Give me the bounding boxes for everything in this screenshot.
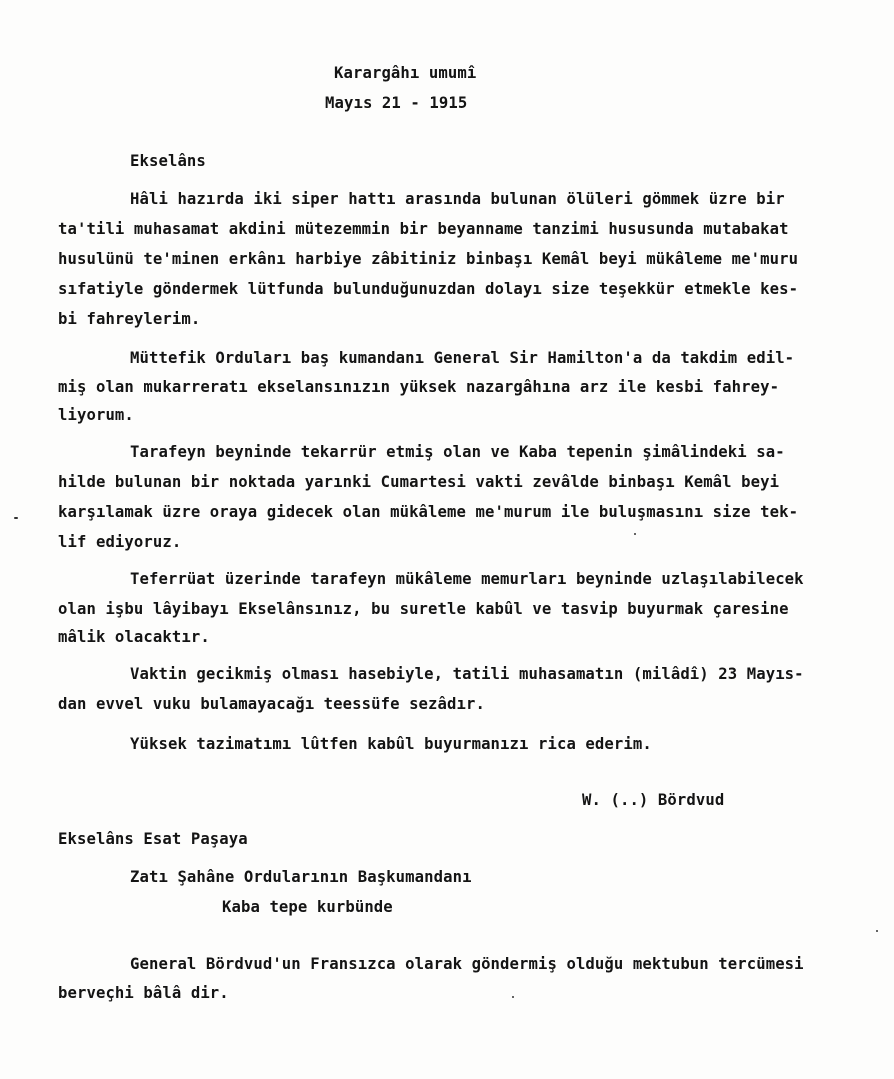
body-line: Müttefik Orduları baş kumandanı General Sir Hamilton'a da takdim edil- — [130, 349, 795, 367]
body-line: lif ediyoruz. — [58, 533, 182, 551]
scan-speck — [876, 930, 878, 932]
body-line: dan evvel vuku bulamayacağı teessüfe sezâdır. — [58, 695, 485, 713]
addressee-location: Kaba tepe kurbünde — [222, 898, 393, 916]
addressee-name: Ekselâns Esat Paşaya — [58, 830, 248, 848]
scan-speck — [512, 996, 514, 998]
body-line: miş olan mukarreratı ekselansınızın yüksek nazargâhına arz ile kesbi fahrey- — [58, 378, 780, 396]
signature: W. (..) Bördvud — [582, 791, 725, 809]
body-line: sıfatiyle göndermek lütfunda bulunduğunuzdan dolayı size teşekkür etmekle kes- — [58, 280, 799, 298]
body-line: husulünü te'minen erkânı harbiye zâbitiniz binbaşı Kemâl beyi mükâleme me'muru — [58, 250, 799, 268]
salutation: Ekselâns — [130, 152, 206, 170]
addressee-title: Zatı Şahâne Ordularının Başkumandanı — [130, 868, 472, 886]
body-line: olan işbu lâyibayı Ekselânsınız, bu suretle kabûl ve tasvip buyurmak çaresine — [58, 600, 789, 618]
body-line: bi fahreylerim. — [58, 310, 201, 328]
body-line: Tarafeyn beyninde tekarrür etmiş olan ve Kaba tepenin şimâlindeki sa- — [130, 443, 785, 461]
scan-speck — [14, 517, 18, 519]
body-line: hilde bulunan bir noktada yarınki Cumartesi vakti zevâlde binbaşı Kemâl beyi — [58, 473, 780, 491]
translation-note-line: General Bördvud'un Fransızca olarak göndermiş olduğu mektubun tercümesi — [130, 955, 804, 973]
body-line: Vaktin gecikmiş olması hasebiyle, tatili muhasamatın (milâdî) 23 Mayıs- — [130, 665, 804, 683]
body-line: liyorum. — [58, 406, 134, 424]
body-line: mâlik olacaktır. — [58, 628, 210, 646]
body-line: Teferrüat üzerinde tarafeyn mükâleme memurları beyninde uzlaşılabilecek — [130, 570, 804, 588]
closing-line: Yüksek tazimatımı lûtfen kabûl buyurmanızı rica ederim. — [130, 735, 652, 753]
translation-note-line: berveçhi bâlâ dir. — [58, 984, 229, 1002]
body-line: karşılamak üzre oraya gidecek olan mükâleme me'murum ile buluşmasını size tek- — [58, 503, 799, 521]
header-date: Mayıs 21 - 1915 — [325, 94, 468, 112]
body-line: ta'tili muhasamat akdini mütezemmin bir beyanname tanzimi hususunda mutabakat — [58, 220, 789, 238]
body-line: Hâli hazırda iki siper hattı arasında bulunan ölüleri gömmek üzre bir — [130, 190, 785, 208]
header-place: Karargâhı umumî — [334, 64, 477, 82]
scan-speck — [634, 533, 636, 535]
